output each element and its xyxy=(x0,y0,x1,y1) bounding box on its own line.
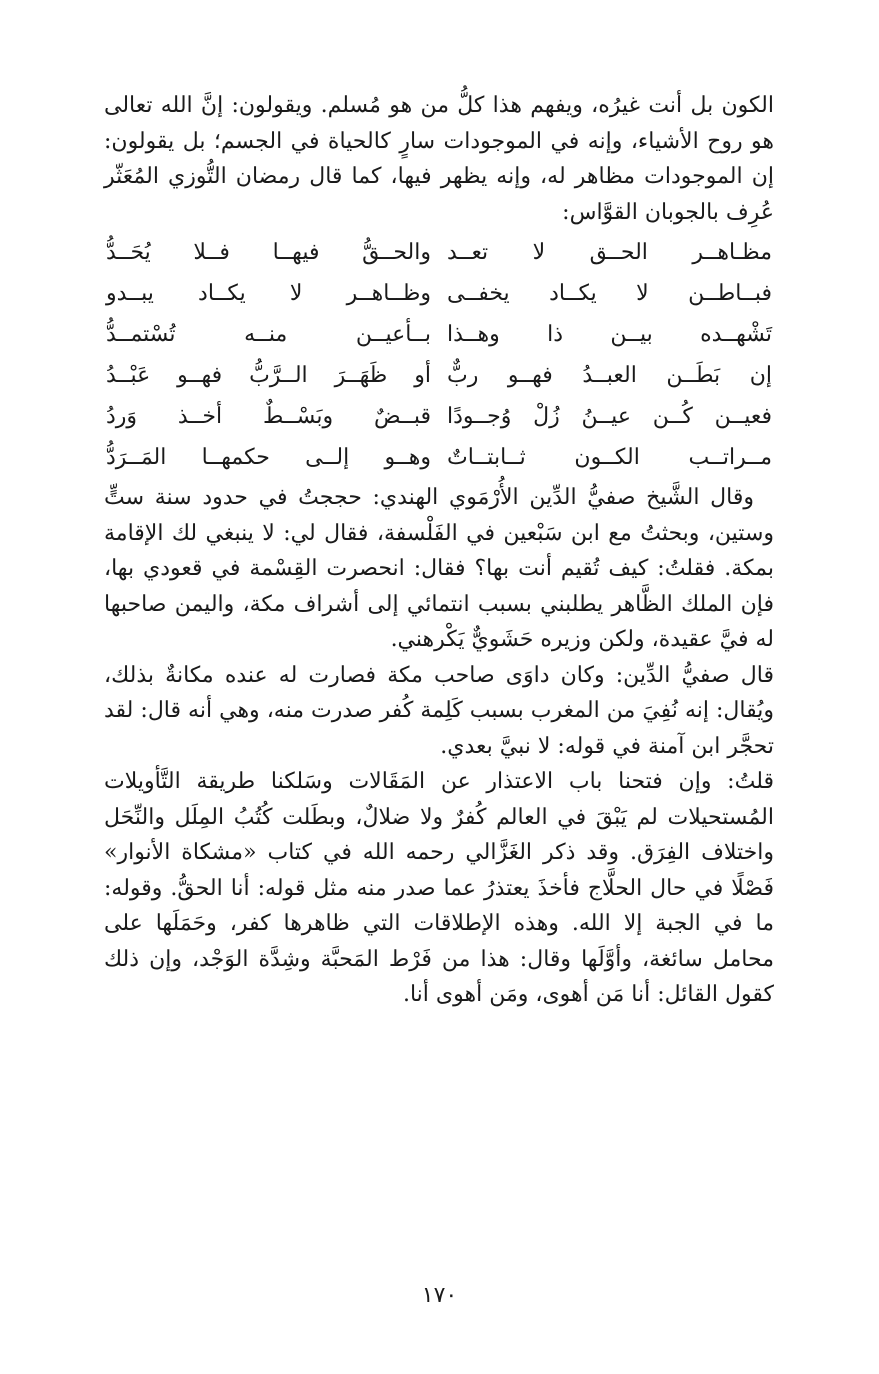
verse-row xyxy=(104,232,774,273)
verse-second-hemistich: وظــاهــر لا يكــاد يبــدو xyxy=(106,281,431,306)
verse-row xyxy=(104,355,774,396)
verse-second-hemistich: بــأعيــن منــه تُسْتمــدُّ xyxy=(106,322,431,347)
verse-row xyxy=(104,314,774,355)
verse-first-hemistich: مظـاهــر الحــق لا تعــد xyxy=(447,240,772,265)
verse-first-hemistich: فبــاطــن لا يكــاد يخفــى xyxy=(447,281,772,306)
verse-first-hemistich: مــراتــب الكــون ثــابتــاتٌ xyxy=(447,445,772,470)
paragraph-safi-aldin-story: وقال الشَّيخ صفيُّ الدِّين الأُرْمَوي الهندي: حججتُ في حدود سنة ستٍّ وستين، وبحثتُ مع ابن سَبْعين في الفَلْسفة، فقال لي: لا ينبغي لك الإقامة بمكة. فقلتُ: كيف تُقيم أنت بها؟ فقال: انحصرت القِسْمة في قعودي بها، فإن الملك الظَّاهر يطلبني بسبب انتمائي إلى أشراف مكة، واليمن صاحبها له فيَّ عقيدة، ولكن وزيره حَشَويٌّ يَكْرهني. xyxy=(104,485,774,652)
verse-row xyxy=(104,273,774,314)
paragraph-author-comment: قلتُ: وإن فتحنا باب الاعتذار عن المَقَالات وسَلكنا طريقة التَّأويلات المُستحيلات لم يَبْقَ في العالم كُفرٌ ولا ضلالٌ، وبطَلت كُتُبُ المِلَل والنِّحَل واختلاف الفِرَق. وقد ذكر الغَزَّالي رحمه الله في كتاب «مشكاة الأنوار» فَصْلًا في حال الحلَّاج فأخذَ يعتذرُ عما صدر منه مثل قوله: أنا الحقُّ. وقوله: ما في الجبة إلا الله. وهذه الإطلاقات التي ظاهرها كفر، وحَمَلَها على محامل سائغة، وأوَّلَها وقال: هذا من فَرْط المَحبَّة وشِدَّة الوَجْد، وإن ذلك كقول القائل: أنا مَن أهوى، ومَن أهوى أنا. xyxy=(104,769,774,1007)
paragraph-intro: الكون بل أنت غيرُه، ويفهم هذا كلُّ من هو مُسلم. ويقولون: إنَّ الله تعالى هو روح الأشياء، وإنه في الموجودات سارٍ كالحياة في الجسم؛ بل يقولون: إن الموجودات مظاهر له، وإنه يظهر فيها، كما قال رمضان التُّوزي المُعَثّر عُرِف بالجوبان القوَّاس: xyxy=(104,93,774,225)
verse-second-hemistich: قبــضٌ وبَسْــطٌ أخــذ وَردُ xyxy=(106,404,431,429)
verse-first-hemistich: إن بَطَــن العبــدُ فهــو ربٌّ xyxy=(447,363,772,388)
verse-row xyxy=(104,396,774,437)
verse-second-hemistich: وهــو إلــى حكمهــا المَــرَدُّ xyxy=(106,445,431,470)
paragraph-safi-aldin-quote: قال صفيُّ الدِّين: وكان داوَى صاحب مكة فصارت له عنده مكانةٌ بذلك، ويُقال: إنه نُفِيَ من المغرب بسبب كَلِمة كُفر صدرت منه، وهي أنه قال: لقد تحجَّر ابن آمنة في قوله: لا نبيَّ بعدي. xyxy=(104,662,774,759)
verse-second-hemistich: أو ظَهَــرَ الــرَّبُّ فهــو عَبْــدُ xyxy=(106,363,431,388)
verse-second-hemistich: والحــقُّ فيهــا فــلا يُحَــدُّ xyxy=(106,240,431,265)
verse-row xyxy=(104,437,774,478)
verse-first-hemistich: فعيــن كُــن عيــنُ زُلْ وُجــودًا xyxy=(447,404,772,429)
page-body xyxy=(104,88,774,1013)
poem xyxy=(104,232,774,478)
verse-first-hemistich: تَشْهــده بيــن ذا وهــذا xyxy=(447,322,772,347)
page-number: ١٧٠ xyxy=(421,1283,458,1308)
